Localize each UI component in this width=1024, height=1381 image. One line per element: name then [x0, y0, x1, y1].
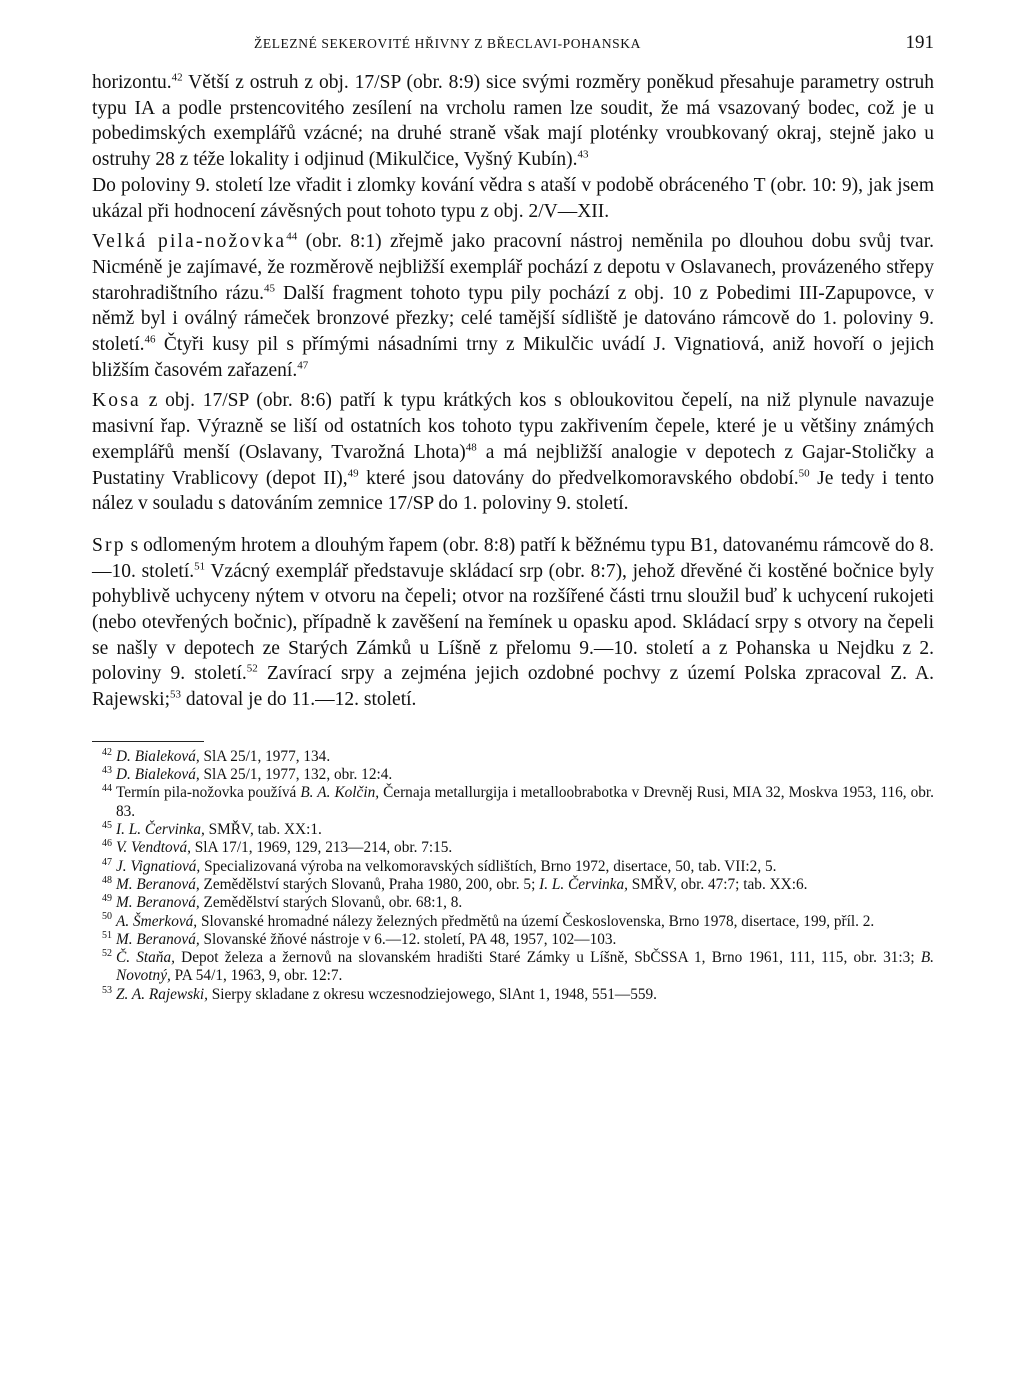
text-run: Zemědělství starých Slovanů, obr. 68:1, 8.: [199, 894, 463, 912]
paragraph: [92, 388, 934, 517]
footnote-separator: [92, 741, 204, 742]
text-run: s odlomeným hrotem a dlouhým řapem (obr. 8:8) patří k běžnému typu B1, datovanému rámcově do 8.—10. století.: [92, 534, 934, 582]
footnote: 45 I. L. Červinka, SMŘV, tab. XX:1.: [102, 819, 322, 839]
footnote-ref: 45: [264, 282, 276, 295]
paragraph: [92, 70, 934, 173]
text-run: (obr. 8:1) zřejmě jako pracovní nástroj neměnila po dlouhou dobu svůj tvar. Nicméně je zajímavé, že rozměrově nejbližší exemplář pochází z depotu v Oslavanech, provázeného střepy starohradištního rázu.: [92, 231, 934, 304]
footnote: 52 Č. Staňa, Depot železa a žernovů na slovanském hradišti Staré Zámky u Líšně, SbČSSA 1, Brno 1961, 111, 115, obr. 31:3; B. Novotný, PA 54/1, 1963, 9, obr. 12:7.: [102, 948, 934, 985]
running-head: ŽELEZNÉ SEKEROVITÉ HŘIVNY Z BŘECLAVI-POHANSKA: [254, 36, 641, 51]
text-run: Termín pila-nožovka používá: [116, 784, 301, 802]
author-name: J. Vignatiová,: [116, 857, 201, 875]
author-name: Z. A. Rajewski,: [116, 985, 208, 1003]
author-name: M. Beranová,: [116, 894, 200, 912]
footnote-ref: 43: [577, 148, 589, 161]
text-run: Je tedy i tento nález v souladu s datováním zemnice 17/SP do 1. poloviny 9. století.: [92, 467, 935, 515]
spaced-term: Srp: [92, 534, 126, 556]
footnote: 47 J. Vignatiová, Specializovaná výroba na velkomoravských sídlištích, Brno 1972, disertace, 50, tab. VII:2, 5.: [102, 856, 777, 875]
text-run: Zemědělství starých Slovanů, Praha 1980, 200, obr. 5;: [199, 875, 540, 893]
footnote: 50 A. Šmerková, Slovanské hromadné nálezy železných předmětů na území Československa, Brno 1978, disertace, 199, příl. 2.: [102, 911, 875, 930]
text-run: Další fragment tohoto typu pily pochází z obj. 10 z Pobedimi III-Zapupovce, v němž byl i oválný rámeček bronzové přezky; celé tamější sídliště je datováno rámcově do 1. poloviny 9. století.: [92, 282, 934, 356]
text-run: SlA 25/1, 1977, 134.: [199, 747, 331, 765]
text-run: Slovanské hromadné nálezy železných předmětů na území Československa, Brno 1978, disertace, 199, příl. 2.: [197, 912, 875, 930]
footnote-ref: 44: [286, 230, 298, 243]
page-number: 191: [905, 32, 934, 53]
author-name: A. Šmerková,: [116, 912, 198, 930]
author-name: Č. Staňa,: [116, 949, 175, 967]
author-name: B. A. Kolčin,: [300, 784, 380, 802]
text-run: datoval je do 11.—12. století.: [181, 689, 417, 711]
author-name: I. L. Červinka,: [539, 875, 628, 893]
footnote: 43 D. Bialeková, SlA 25/1, 1977, 132, obr. 12:4.: [102, 765, 393, 784]
footnotes: [92, 748, 934, 1004]
text-run: Černaja metallurgija i metalloobrabotka v Drevněj Rusi, MIA 32, Moskva 1953, 116, obr. 83.: [116, 784, 934, 820]
footnote-ref: 52: [246, 662, 258, 675]
footnote-ref: 46: [144, 333, 156, 346]
author-name: M. Beranová,: [116, 875, 200, 893]
footnote: 42 D. Bialeková, SlA 25/1, 1977, 134.: [102, 746, 331, 765]
text-run: SMŘV, tab. XX:1.: [204, 821, 322, 839]
paragraph: [92, 533, 934, 713]
author-name: D. Bialeková,: [116, 766, 200, 784]
text-run: Zavírací srpy a zejména jejich ozdobné pochvy z území Polska zpracoval Z. A. Rajewski;: [92, 663, 935, 711]
text-run: z obj. 17/SP (obr. 8:6) patří k typu krátkých kos s obloukovitou čepelí, na niž plynule navazuje masivní řap. Výrazně se liší od ostatních kos tohoto typu zakřivením čepele, které je u většiny známých exemplářů menší (Oslavany, Tvarožná Lhota): [92, 390, 934, 463]
text-run: Slovanské žňové nástroje v 6.—12. století, PA 48, 1957, 102—103.: [199, 930, 617, 948]
text-run: Do poloviny 9. století lze vřadit i zlomky kování vědra s ataší v podobě obráceného T (obr. 10: 9), jak jsem ukázal při hodnocení závěsných pout tohoto typu z obj. 2/V—XII.: [92, 174, 934, 222]
footnote: 46 V. Vendtová, SlA 17/1, 1969, 129, 213—214, obr. 7:15.: [102, 838, 453, 857]
spaced-term: Kosa: [92, 390, 141, 412]
text-run: Sierpy skladane z okresu wczesnodziejowego, SlAnt 1, 1948, 551—559.: [207, 985, 657, 1003]
author-name: V. Vendtová,: [116, 839, 191, 857]
footnote-ref: 53: [170, 688, 181, 701]
text-run: Vzácný exemplář představuje skládací srp (obr. 8:7), jehož dřevěné či kostěné bočnice byly pohyblivě uchyceny nýtem v otvoru na čepeli; otvor na rozšířené části trnu sloužil buď k uchycení rukojeti (nebo otevřených bočnic), případně k zavěšení na řemínek u opasku apod. Skládací srpy s otvory na čepeli se našly v depotech ze Starých Zámků u Líšně z přelomu 9.—10. století a z Pohanska u Nejdku z 2. poloviny 9. století.: [92, 560, 935, 685]
author-name: D. Bialeková,: [116, 747, 200, 765]
footnote-ref: 50: [798, 467, 810, 480]
text-run: které jsou datovány do předvelkomoravského období.: [358, 467, 799, 489]
footnote-ref: 47: [297, 359, 309, 372]
footnote-ref: 48: [465, 441, 477, 454]
text-run: Čtyři kusy pil s přímými násadními trny z Mikulčic uvádí J. Vignatiová, aniž hovoří o jejich bližším časovém zařazení.: [92, 334, 934, 381]
text-run: horizontu.: [92, 72, 172, 93]
footnote-ref: 42: [171, 71, 183, 84]
text-run: Větší z ostruh z obj. 17/SP (obr. 8:9) sice svými rozměry poněkud přesahuje parametry ostruh typu IA a podle prstencovitého zesílení na vrcholu ramen lze soudit, že má vsazovaný bodec, což je u pobedimských exemplářů vzácné; na druhé straně však mají ploténky vroubkovaný okraj, stejně jako u ostruhy 28 z téže lokality i odjinud (Mikulčice, Vyšný Kubín).: [92, 72, 934, 171]
text-run: SlA 25/1, 1977, 132, obr. 12:4.: [199, 766, 393, 784]
text-run: Specializovaná výroba na velkomoravských sídlištích, Brno 1972, disertace, 50, tab. VII:2, 5.: [200, 857, 777, 875]
footnote: 44 Termín pila-nožovka používá B. A. Kolčin, Černaja metallurgija i metalloobrabotka v Drevněj Rusi, MIA 32, Moskva 1953, 116, obr. 83.: [102, 783, 934, 820]
spaced-term: Velká pila-nožovka: [92, 231, 287, 253]
author-name: B. Novotný,: [116, 949, 934, 985]
footnote: 53 Z. A. Rajewski, Sierpy skladane z okresu wczesnodziejowego, SlAnt 1, 1948, 551—559.: [102, 984, 657, 1003]
text-run: a má nejbližší analogie v depotech z Gajar-Stoličky a Pustatiny Vrablicovy (depot II),: [92, 441, 935, 489]
author-name: I. L. Červinka,: [116, 821, 205, 839]
text-run: PA 54/1, 1963, 9, obr. 12:7.: [170, 967, 343, 985]
paragraph: [92, 229, 934, 383]
footnote-ref: 49: [347, 467, 359, 480]
footnote: 51 M. Beranová, Slovanské žňové nástroje v 6.—12. století, PA 48, 1957, 102—103.: [102, 929, 617, 948]
author-name: M. Beranová,: [116, 930, 200, 948]
paragraph: [92, 173, 934, 224]
text-run: SlA 17/1, 1969, 129, 213—214, obr. 7:15.: [190, 839, 453, 857]
footnote: 49 M. Beranová, Zemědělství starých Slovanů, obr. 68:1, 8.: [102, 893, 463, 912]
text-run: SMŘV, obr. 47:7; tab. XX:6.: [627, 875, 808, 893]
footnote-ref: 51: [194, 560, 206, 573]
text-run: Depot železa a žernovů na slovanském hradišti Staré Zámky u Líšně, SbČSSA 1, Brno 1961, 111, 115, obr. 31:3;: [174, 949, 921, 967]
document-page: [92, 30, 934, 1004]
body-text: [92, 70, 934, 713]
page-header: [92, 30, 934, 70]
footnote: 48 M. Beranová, Zemědělství starých Slovanů, Praha 1980, 200, obr. 5; I. L. Červinka, SMŘV, obr. 47:7; tab. XX:6.: [102, 874, 808, 893]
